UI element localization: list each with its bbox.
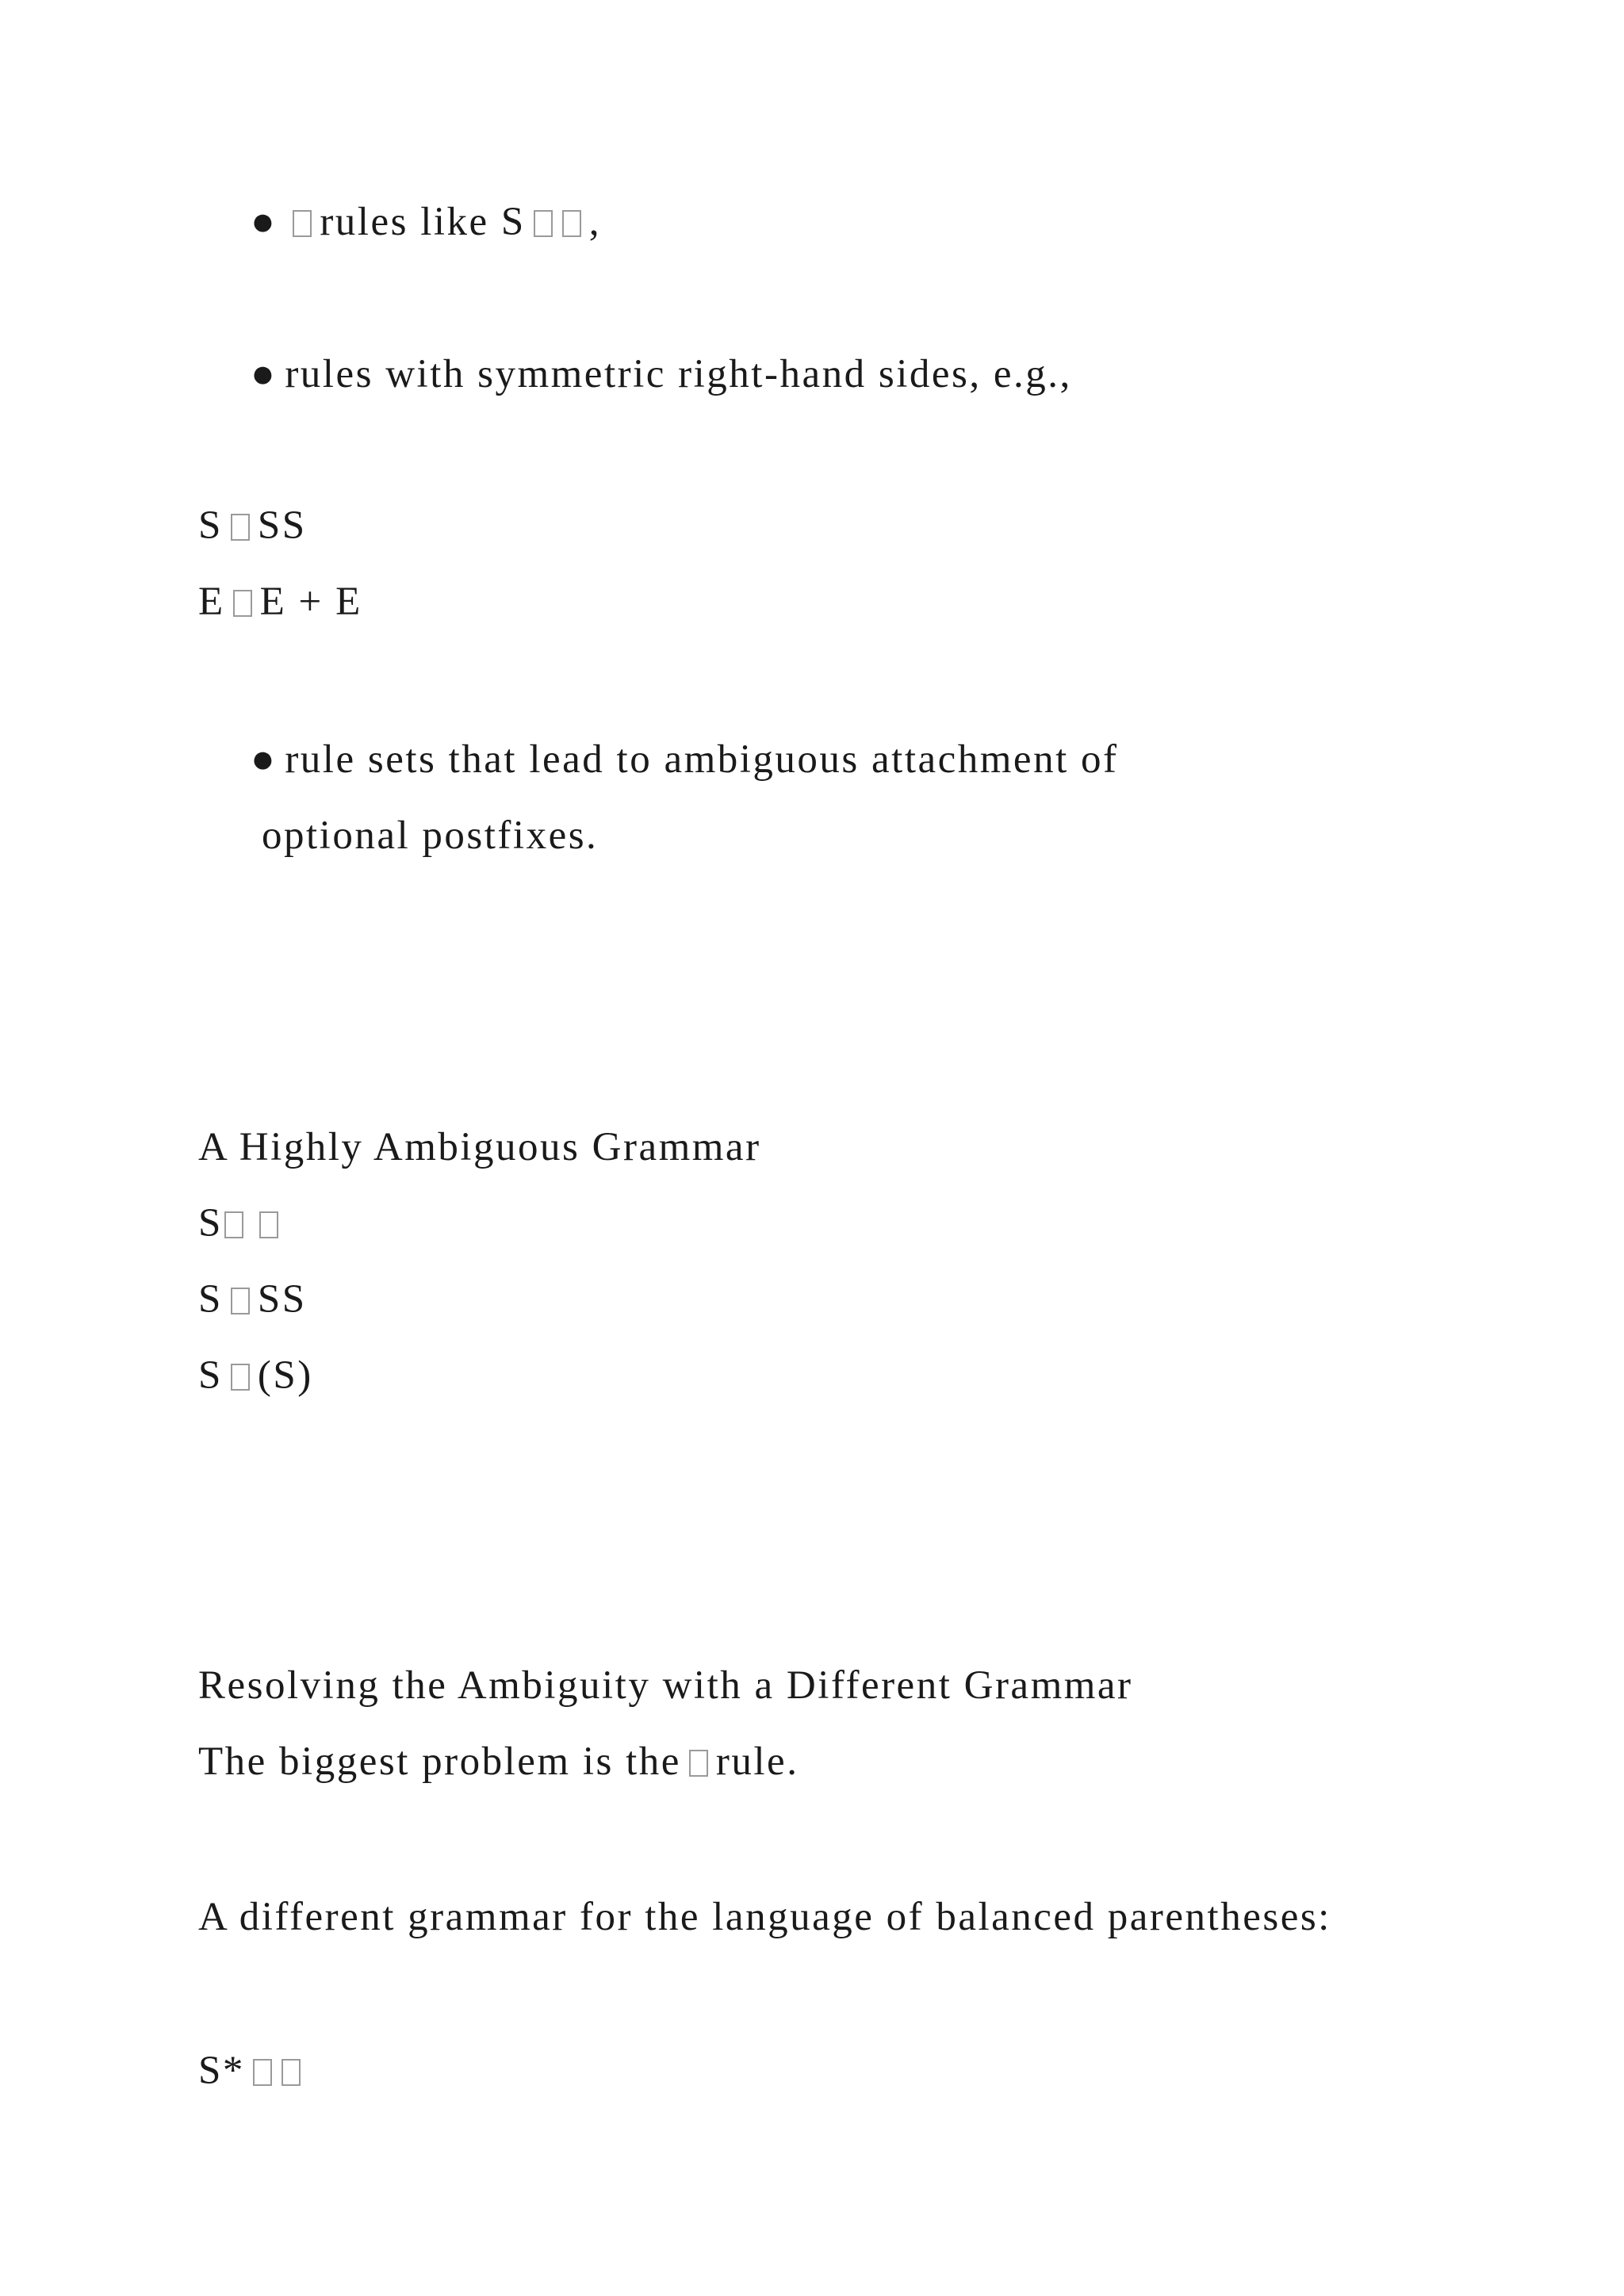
paragraph-text: A different grammar for the language of balanced parentheses:: [198, 1895, 1331, 1939]
arrow-missing-glyph-icon: [231, 514, 250, 541]
missing-glyph-icon: [282, 2059, 301, 2086]
rule-lhs: S: [198, 503, 223, 548]
rule-lhs: S: [198, 1353, 223, 1398]
epsilon-missing-glyph-icon: [689, 1750, 708, 1777]
paragraph: [198, 1893, 1331, 1941]
arrow-missing-glyph-icon: [231, 1288, 250, 1314]
rule-rhs: E + E: [259, 580, 362, 624]
rule-rhs: SS: [257, 1277, 307, 1322]
bullet-text: optional postfixes.: [262, 813, 599, 858]
rule-example: [198, 502, 307, 549]
bullet-item-ambiguous-attachment: [251, 736, 1118, 783]
rule-rhs: SS: [257, 503, 307, 548]
grammar-rule: [198, 1276, 307, 1323]
paragraph: [198, 1738, 799, 1785]
paragraph-text-suffix: rule.: [715, 1739, 799, 1784]
missing-glyph-icon: [562, 210, 581, 237]
heading-text: A Highly Ambiguous Grammar: [198, 1125, 761, 1169]
rule-lhs: E: [198, 580, 225, 624]
missing-glyph-icon: [293, 210, 312, 237]
bullet-text: rules with symmetric right-hand sides, e.g.,: [285, 352, 1072, 396]
grammar-rule: [198, 2047, 308, 2095]
bullet-item-continuation: [262, 812, 598, 859]
rule-rhs: (S): [257, 1353, 313, 1398]
bullet-item-symmetric-rules: [251, 350, 1072, 398]
grammar-rule: [198, 1352, 313, 1399]
bullet-icon: ●: [251, 352, 278, 396]
missing-glyph-icon: [534, 210, 553, 237]
arrow-missing-glyph-icon: [231, 1364, 250, 1391]
section-heading: [198, 1123, 761, 1171]
rule-example: [198, 578, 362, 626]
bullet-text-suffix: ,: [588, 200, 602, 244]
arrow-missing-glyph-icon: [224, 1211, 243, 1238]
rule-lhs: S*: [198, 2049, 245, 2093]
paragraph-text: The biggest problem is the: [198, 1739, 681, 1784]
rule-lhs: S: [198, 1277, 223, 1322]
bullet-icon: ●: [251, 200, 278, 244]
bullet-text: rules like S: [320, 200, 526, 244]
heading-text: Resolving the Ambiguity with a Different Grammar: [198, 1663, 1133, 1708]
bullet-icon: ●: [251, 737, 278, 782]
bullet-item-epsilon-rules: [251, 198, 601, 246]
bullet-text: rule sets that lead to ambiguous attachment of: [285, 737, 1119, 782]
rule-lhs: S: [198, 1201, 223, 1246]
section-heading: [198, 1662, 1133, 1709]
arrow-missing-glyph-icon: [253, 2059, 272, 2086]
grammar-rule: [198, 1200, 286, 1247]
arrow-missing-glyph-icon: [233, 590, 252, 617]
epsilon-missing-glyph-icon: [259, 1211, 278, 1238]
